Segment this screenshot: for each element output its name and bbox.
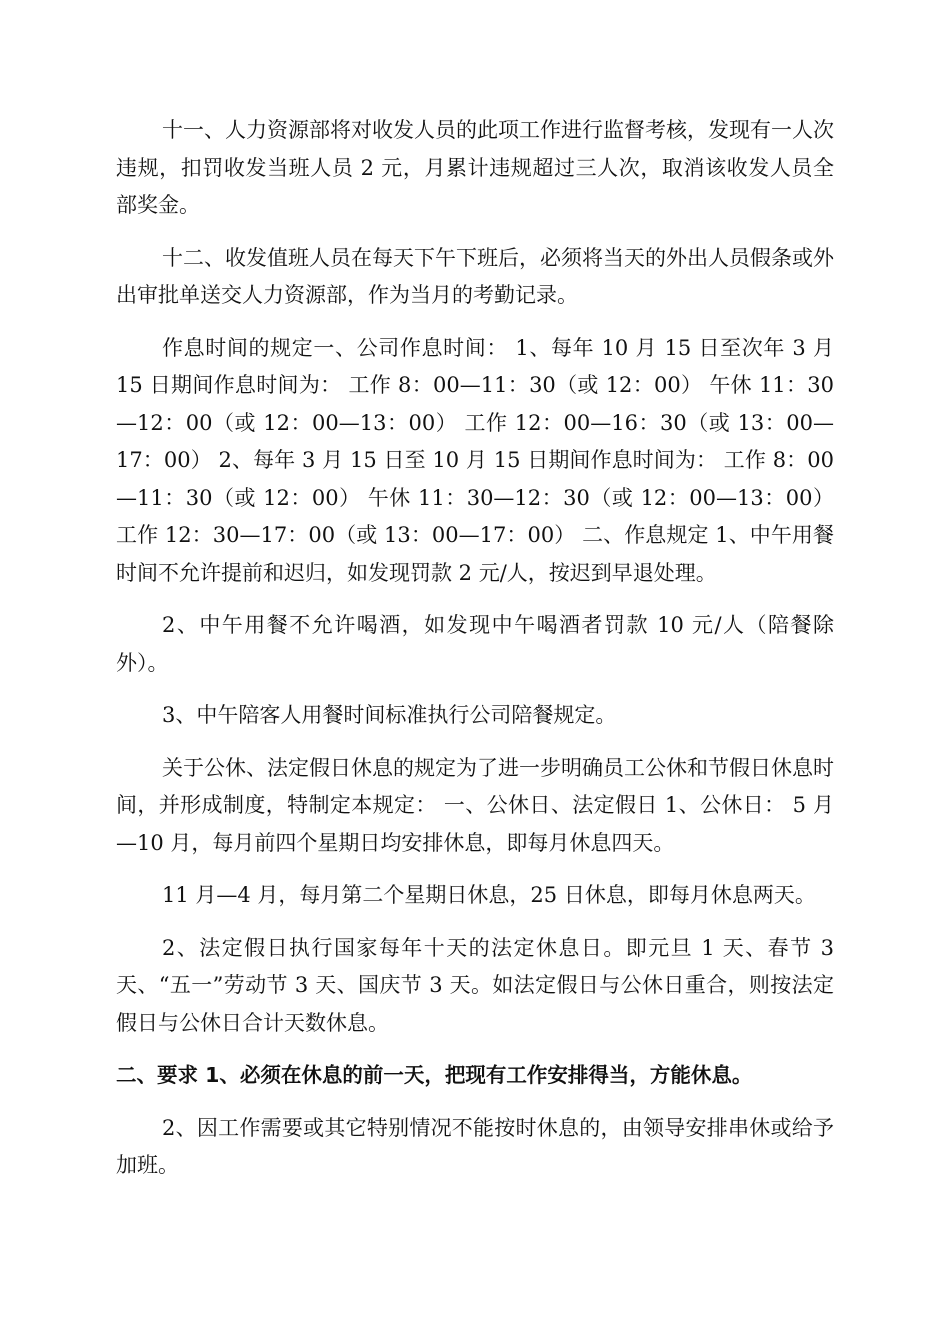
paragraph-rule-11: 十一、人力资源部将对收发人员的此项工作进行监督考核，发现有一人次违规，扣罚收发当班人员 2 元，月累计违规超过三人次，取消该收发人员全部奖金。 xyxy=(116,118,834,217)
paragraph-holiday-rules: 关于公休、法定假日休息的规定为了进一步明确员工公休和节假日休息时间，并形成制度，特制定本规定： 一、公休日、法定假日 1、公休日： 5 月—10 月，每月前四个星期日均安排休息，即每月休息四天。 xyxy=(116,755,834,855)
paragraph-guest-meal: 3、中午陪客人用餐时间标准执行公司陪餐规定。 xyxy=(162,703,617,727)
paragraph-rule-12: 十二、收发值班人员在每天下午下班后，必须将当天的外出人员假条或外出审批单送交人力资源部，作为当月的考勤记录。 xyxy=(116,245,834,307)
paragraph-winter-rest: 11 月—4 月，每月第二个星期日休息，25 日休息，即每月休息两天。 xyxy=(162,883,816,907)
paragraph-lunch-alcohol: 2、中午用餐不允许喝酒，如发现中午喝酒者罚款 10 元/人（陪餐除外）。 xyxy=(116,613,834,675)
document-body xyxy=(116,112,834,1200)
heading-requirements: 二、要求 1、必须在休息的前一天，把现有工作安排得当，方能休息。 xyxy=(116,1063,753,1087)
paragraph-statutory-holidays: 2、法定假日执行国家每年十天的法定休息日。即元旦 1 天、春节 3 天、“五一”劳动节 3 天、国庆节 3 天。如法定假日与公休日重合，则按法定假日与公休日合计天数休息。 xyxy=(116,935,834,1035)
paragraph-work-hours: 作息时间的规定一、公司作息时间： 1、每年 10 月 15 日至次年 3 月 15 日期间作息时间为： 工作 8：00—11：30（或 12：00） 午休 11：30—12：00（或 12：00—13：00） 工作 12：00—16：30（或 13：00—17：00） 2、每年 3 月 15 日至 10 月 15 日期间作息时间为： 工作 8：00—11：30（或 12：00） 午休 11：30—12：30（或 12：00—13：00） 工作 12：30—17：00（或 13：00—17：00） 二、作息规定 1、中午用餐时间不允许提前和迟归，如发现罚款 2 元/人，按迟到早退处理。 xyxy=(116,335,834,585)
paragraph-overtime: 2、因工作需要或其它特别情况不能按时休息的，由领导安排串休或给予加班。 xyxy=(116,1115,834,1177)
